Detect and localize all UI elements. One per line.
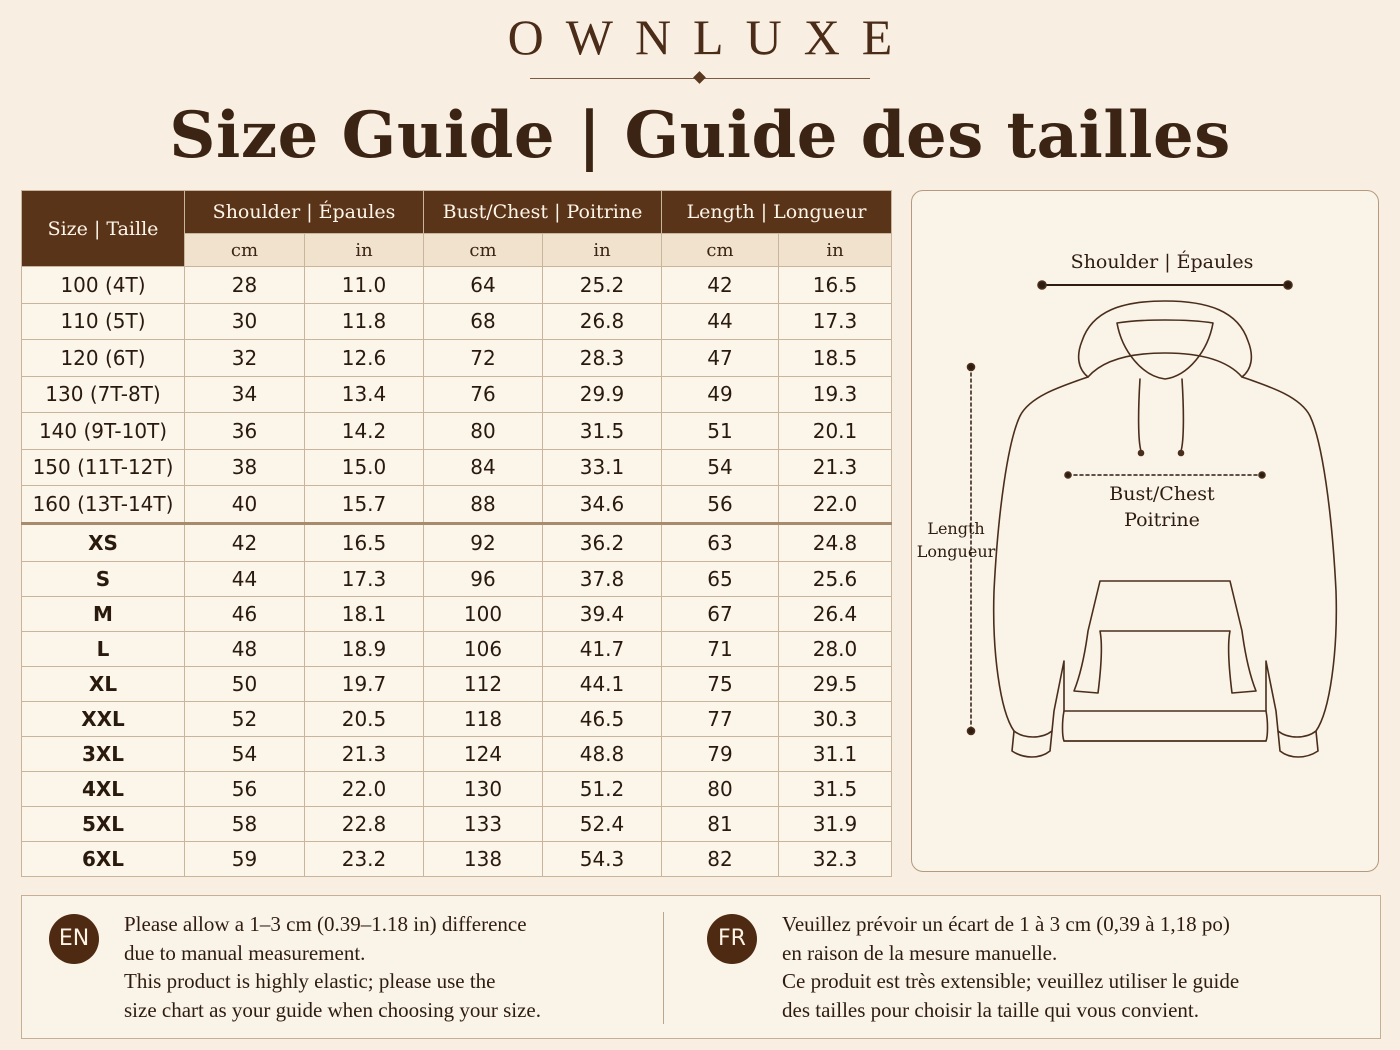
table-row (22, 267, 892, 304)
measurement-cell: 58 (185, 806, 305, 841)
measurement-cell: 11.0 (305, 267, 424, 304)
measurement-cell: 11.8 (305, 303, 424, 340)
size-cell: M (22, 596, 185, 631)
measurement-cell: 47 (662, 340, 779, 377)
notes-divider (663, 912, 664, 1024)
note-line: Please allow a 1–3 cm (0.39–1.18 in) difference (124, 912, 527, 936)
measurement-cell: 12.6 (305, 340, 424, 377)
measurement-cell: 32.3 (779, 841, 892, 876)
measurement-cell: 17.3 (779, 303, 892, 340)
table-row (22, 340, 892, 377)
measurement-cell: 13.4 (305, 376, 424, 413)
note-line: size chart as your guide when choosing your size. (124, 997, 541, 1022)
measurement-cell: 92 (424, 523, 543, 561)
measurement-cell: 46 (185, 596, 305, 631)
size-cell: XS (22, 523, 185, 561)
unit-header: cm (424, 234, 543, 267)
size-cell: 3XL (22, 736, 185, 771)
measurement-cell: 84 (424, 449, 543, 486)
length-header: Length | Longueur (662, 191, 892, 234)
measurement-cell: 51.2 (543, 771, 662, 806)
unit-header: cm (662, 234, 779, 267)
measurement-cell: 138 (424, 841, 543, 876)
size-cell: 4XL (22, 771, 185, 806)
measurement-cell: 38 (185, 449, 305, 486)
measurement-cell: 17.3 (305, 561, 424, 596)
measurement-cell: 42 (662, 267, 779, 304)
measurement-cell: 29.9 (543, 376, 662, 413)
measurement-cell: 15.7 (305, 486, 424, 524)
size-column-header: Size | Taille (22, 191, 185, 267)
note-line: en raison de la mesure manuelle. (782, 940, 1058, 965)
measurement-cell: 15.0 (305, 449, 424, 486)
measurement-cell: 31.5 (543, 413, 662, 450)
measurement-cell: 34 (185, 376, 305, 413)
brand-logo: OWNLUXE (507, 9, 915, 65)
measurement-cell: 59 (185, 841, 305, 876)
english-note (124, 910, 654, 1024)
measurement-cell: 20.5 (305, 701, 424, 736)
note-line: Veuillez prévoir un écart de 1 à 3 cm (0,39 à 1,18 po) (782, 912, 1230, 936)
measurement-cell: 54.3 (543, 841, 662, 876)
table-row (22, 449, 892, 486)
table-row (22, 841, 892, 876)
measurement-cell: 56 (185, 771, 305, 806)
measurement-cell: 28 (185, 267, 305, 304)
measurement-cell: 41.7 (543, 631, 662, 666)
measurement-cell: 118 (424, 701, 543, 736)
measurement-cell: 71 (662, 631, 779, 666)
measurement-cell: 44.1 (543, 666, 662, 701)
measurement-cell: 56 (662, 486, 779, 524)
shoulder-header: Shoulder | Épaules (185, 191, 424, 234)
measurement-cell: 96 (424, 561, 543, 596)
unit-header: in (543, 234, 662, 267)
measurement-cell: 31.5 (779, 771, 892, 806)
measurement-cell: 30.3 (779, 701, 892, 736)
bust-label-fr: Poitrine (1124, 509, 1200, 531)
measurement-cell: 26.8 (543, 303, 662, 340)
measurement-cell: 49 (662, 376, 779, 413)
table-row (22, 376, 892, 413)
measurement-cell: 77 (662, 701, 779, 736)
measurement-cell: 67 (662, 596, 779, 631)
measurement-cell: 42 (185, 523, 305, 561)
size-cell: 110 (5T) (22, 303, 185, 340)
measurement-cell: 48 (185, 631, 305, 666)
bust-header: Bust/Chest | Poitrine (424, 191, 662, 234)
measurement-cell: 31.9 (779, 806, 892, 841)
table-row (22, 413, 892, 450)
size-cell: 6XL (22, 841, 185, 876)
measurement-cell: 21.3 (779, 449, 892, 486)
size-cell: 5XL (22, 806, 185, 841)
table-row (22, 303, 892, 340)
measurement-cell: 36 (185, 413, 305, 450)
length-label-en: Length (927, 519, 985, 538)
table-row (22, 806, 892, 841)
measurement-cell: 75 (662, 666, 779, 701)
size-cell: 140 (9T-10T) (22, 413, 185, 450)
measurement-cell: 80 (662, 771, 779, 806)
size-cell: S (22, 561, 185, 596)
measurement-cell: 21.3 (305, 736, 424, 771)
measurement-cell: 16.5 (779, 267, 892, 304)
measurement-cell: 79 (662, 736, 779, 771)
size-cell: 160 (13T-14T) (22, 486, 185, 524)
measurement-cell: 22.0 (779, 486, 892, 524)
measurement-cell: 34.6 (543, 486, 662, 524)
bust-label (1082, 481, 1242, 533)
measurement-cell: 24.8 (779, 523, 892, 561)
measurement-cell: 20.1 (779, 413, 892, 450)
measurement-cell: 44 (662, 303, 779, 340)
table-row (22, 523, 892, 561)
bust-label-en: Bust/Chest (1109, 483, 1215, 505)
table-row (22, 486, 892, 524)
measurement-cell: 52 (185, 701, 305, 736)
adult-sizes (22, 523, 892, 876)
length-label (912, 517, 1000, 563)
measurement-cell: 124 (424, 736, 543, 771)
size-table (21, 190, 892, 877)
note-line: Ce produit est très extensible; veuillez utiliser le guide (782, 969, 1240, 993)
measurement-notes (21, 895, 1381, 1039)
measurement-cell: 68 (424, 303, 543, 340)
measurement-cell: 31.1 (779, 736, 892, 771)
table-group-header-row (22, 191, 892, 234)
table-row (22, 771, 892, 806)
measurement-cell: 25.2 (543, 267, 662, 304)
measurement-cell: 39.4 (543, 596, 662, 631)
measurement-cell: 52.4 (543, 806, 662, 841)
measurement-cell: 48.8 (543, 736, 662, 771)
note-line: due to manual measurement. (124, 940, 366, 965)
size-cell: XL (22, 666, 185, 701)
measurement-cell: 44 (185, 561, 305, 596)
unit-header: in (305, 234, 424, 267)
measurement-cell: 25.6 (779, 561, 892, 596)
length-label-fr: Longueur (916, 542, 996, 561)
unit-header: in (779, 234, 892, 267)
measurement-cell: 106 (424, 631, 543, 666)
table-row (22, 736, 892, 771)
measurement-cell: 18.1 (305, 596, 424, 631)
measurement-cell: 133 (424, 806, 543, 841)
table-row (22, 666, 892, 701)
measurement-cell: 16.5 (305, 523, 424, 561)
measurement-cell: 33.1 (543, 449, 662, 486)
measurement-cell: 88 (424, 486, 543, 524)
measurement-cell: 32 (185, 340, 305, 377)
measurement-cell: 80 (424, 413, 543, 450)
measurement-cell: 30 (185, 303, 305, 340)
size-cell: 130 (7T-8T) (22, 376, 185, 413)
measurement-cell: 40 (185, 486, 305, 524)
measurement-cell: 54 (185, 736, 305, 771)
measurement-cell: 65 (662, 561, 779, 596)
table-row (22, 596, 892, 631)
measurement-cell: 50 (185, 666, 305, 701)
size-cell: L (22, 631, 185, 666)
measurement-cell: 112 (424, 666, 543, 701)
size-cell: XXL (22, 701, 185, 736)
measurement-cell: 18.5 (779, 340, 892, 377)
measurement-cell: 54 (662, 449, 779, 486)
shoulder-label: Shoulder | Épaules (1070, 251, 1254, 273)
kids-sizes (22, 267, 892, 524)
measurement-cell: 18.9 (305, 631, 424, 666)
measurement-cell: 130 (424, 771, 543, 806)
measurement-cell: 28.0 (779, 631, 892, 666)
measurement-cell: 76 (424, 376, 543, 413)
note-line: des tailles pour choisir la taille qui vous convient. (782, 997, 1199, 1022)
diamond-ornament-icon (693, 71, 706, 84)
measurement-cell: 82 (662, 841, 779, 876)
unit-header: cm (185, 234, 305, 267)
page-title: Size Guide | Guide des tailles (169, 98, 1231, 173)
measurement-cell: 37.8 (543, 561, 662, 596)
measurement-cell: 19.7 (305, 666, 424, 701)
measurement-cell: 64 (424, 267, 543, 304)
measurement-cell: 72 (424, 340, 543, 377)
french-note (782, 910, 1372, 1024)
table-row (22, 631, 892, 666)
measurement-cell: 51 (662, 413, 779, 450)
measurement-cell: 26.4 (779, 596, 892, 631)
measurement-cell: 46.5 (543, 701, 662, 736)
measurement-cell: 22.0 (305, 771, 424, 806)
table-row (22, 561, 892, 596)
english-badge: EN (49, 914, 99, 964)
measurement-cell: 22.8 (305, 806, 424, 841)
measurement-cell: 100 (424, 596, 543, 631)
measurement-cell: 81 (662, 806, 779, 841)
size-cell: 150 (11T-12T) (22, 449, 185, 486)
french-badge: FR (707, 914, 757, 964)
measurement-cell: 28.3 (543, 340, 662, 377)
measurement-cell: 63 (662, 523, 779, 561)
table-row (22, 701, 892, 736)
measurement-cell: 14.2 (305, 413, 424, 450)
note-line: This product is highly elastic; please use the (124, 969, 496, 993)
measurement-diagram-panel (911, 190, 1379, 872)
measurement-cell: 29.5 (779, 666, 892, 701)
measurement-cell: 36.2 (543, 523, 662, 561)
size-cell: 120 (6T) (22, 340, 185, 377)
size-cell: 100 (4T) (22, 267, 185, 304)
measurement-cell: 19.3 (779, 376, 892, 413)
measurement-cell: 23.2 (305, 841, 424, 876)
